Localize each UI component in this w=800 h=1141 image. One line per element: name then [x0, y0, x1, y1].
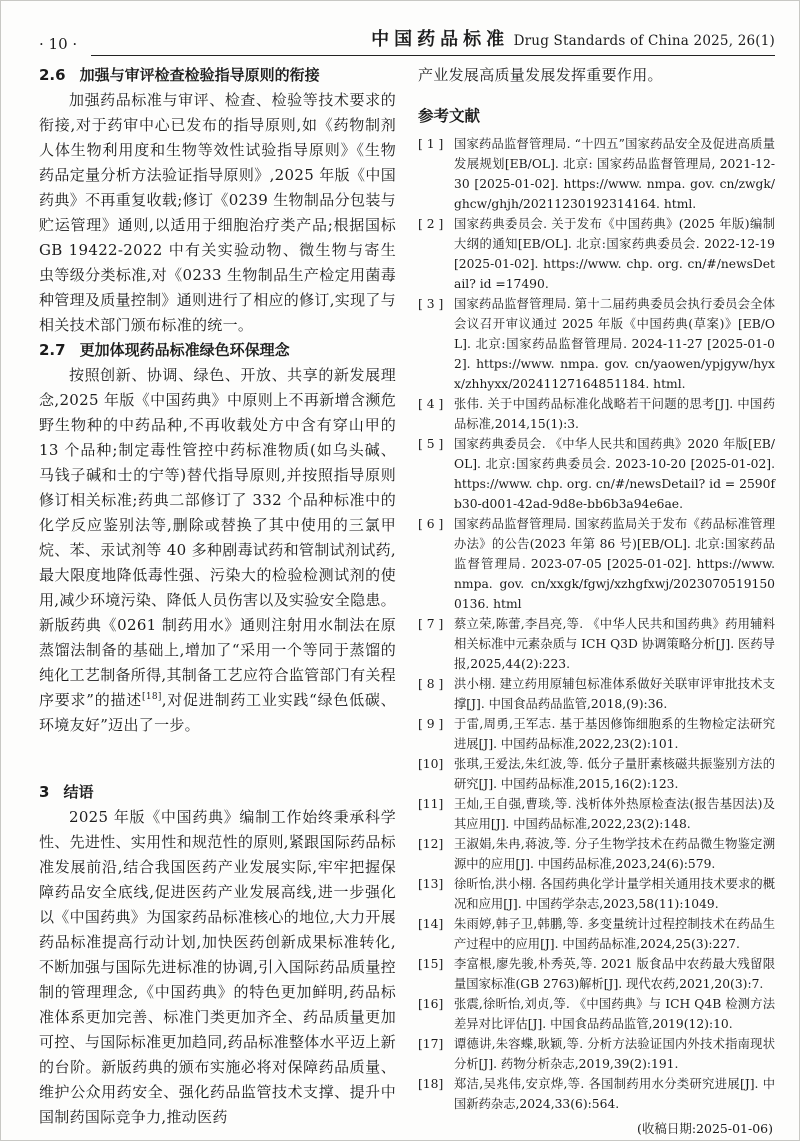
- reference-number: [ 7 ]: [418, 617, 444, 631]
- reference-text: 王灿,王自强,曹琰,等. 浅析体外热原检查法(报告基因法)及其应用[J]. 中国药品标准,2022,23(2):148.: [454, 797, 775, 831]
- section-title: 更加体现药品标准绿色环保理念: [79, 341, 290, 359]
- section-number: 2.7: [39, 341, 66, 359]
- section-title: 加强与审评检查检验指导原则的衔接: [79, 66, 320, 84]
- continuation-paragraph: 产业发展高质量发展发挥重要作用。: [418, 66, 663, 84]
- reference-item: [418, 434, 775, 514]
- reference-item: [418, 294, 775, 394]
- reference-number: [ 8 ]: [418, 677, 444, 691]
- reference-item: [418, 1074, 775, 1114]
- section-number: 2.6: [39, 66, 66, 84]
- reference-text: 蔡立荣,陈蕾,李昌亮,等. 《中华人民共和国药典》药用辅料相关标准中元素杂质与 ICH Q3D 协调策略分析[J]. 医药导报,2025,44(2):223.: [454, 617, 775, 671]
- reference-text: 国家药品监督管理局. 国家药监局关于发布《药品标准管理办法》的公告(2023 年第 86 号)[EB/OL]. 北京:国家药品监督管理局. 2023-07-05 [2025-01-02]. https://www. nmpa. gov. cn/xxgk/fgwj/xzhgfxwj/20230705191500136. html: [454, 517, 775, 611]
- reference-text: 国家药典委员会. 《中华人民共和国药典》2020 年版[EB/OL]. 北京:国家药典委员会. 2023-10-20 [2025-01-02]. https://www. chp. org. cn/#/newsDetail? id = 2590fb30-d001-42ad-9d8e-bb6b3a94e6ae.: [454, 437, 775, 511]
- page-header: [39, 25, 775, 56]
- journal-title-en: Drug Standards of China 2025, 26(1): [509, 33, 775, 49]
- section-heading-3: [39, 780, 396, 805]
- reference-text: 张琪,王爱法,朱红波,等. 低分子量肝素核磁共振鉴别方法的研究[J]. 中国药品标准,2015,16(2):123.: [454, 757, 775, 791]
- reference-number: [14]: [418, 917, 444, 931]
- reference-text: 张伟. 关于中国药品标准化战略若干问题的思考[J]. 中国药品标准,2014,15(1):3.: [454, 397, 775, 431]
- reference-number: [16]: [418, 997, 444, 1011]
- section-title: 结语: [63, 783, 94, 801]
- reference-number: [13]: [418, 877, 444, 891]
- reference-number: [ 1 ]: [418, 137, 444, 151]
- reference-text: 国家药品监督管理局. 第十二届药典委员会执行委员会全体会议召开审议通过 2025 年版《中国药典(草案)》[EB/OL]. 北京:国家药品监督管理局. 2024-11-27 [2025-01-02]. https://www. nmpa. gov. cn/yaowen/ypjgyw/hyxx/zhhyxx/20241127164851184. html.: [454, 297, 775, 391]
- reference-number: [ 4 ]: [418, 397, 444, 411]
- section-heading-2-6: [39, 63, 396, 88]
- reference-number: [18]: [418, 1077, 444, 1091]
- citation-superscript: [18]: [142, 692, 162, 702]
- reference-number: [11]: [418, 797, 444, 811]
- reference-text: 朱雨婷,韩子卫,韩鹏,等. 多变量统计过程控制技术在药品生产过程中的应用[J]. 中国药品标准,2024,25(3):227.: [454, 917, 775, 951]
- reference-item: [418, 614, 775, 674]
- reference-text: 李富根,廖先骏,朴秀英,等. 2021 版食品中农药最大残留限量国家标准(GB 2763)解析[J]. 现代农药,2021,20(3):7.: [454, 957, 775, 991]
- reference-text: 郑洁,吴兆伟,安京烨,等. 各国制药用水分类研究进展[J]. 中国新药杂志,2024,33(6):564.: [454, 1077, 775, 1111]
- reference-number: [10]: [418, 757, 444, 771]
- reference-number: [ 5 ]: [418, 437, 444, 451]
- section-number: 3: [39, 783, 50, 801]
- reference-item: [418, 1034, 775, 1074]
- reference-number: [ 2 ]: [418, 217, 444, 231]
- reference-text: 王淑娟,朱冉,蒋波,等. 分子生物学技术在药品微生物鉴定溯源中的应用[J]. 中国药品标准,2023,24(6):579.: [454, 837, 775, 871]
- received-date: (收稿日期:2025-01-06): [636, 1121, 773, 1136]
- right-column: [418, 63, 775, 1136]
- reference-item: [418, 954, 775, 994]
- conclusion-paragraph: 2025 年版《中国药典》编制工作始终秉承科学性、先进性、实用性和规范性的原则,紧跟国际药品标准发展前沿,结合我国医药产业发展实际,牢牢把握保障药品安全底线,促进医药产业发展高线,进一步强化以《中国药典》为国家药品标准核心的地位,大力开展药品标准提高行动计划,加快医药创新成果标准转化,不断加强与国际先进标准的协调,引入国际药品质量控制的管理理念,《中国药典》的特色更加鲜明,药品标准体系更加完善、标准门类更加齐全、药品质量更加可控、与国际标准更加趋同,药品标准整体水平迈上新的台阶。新版药典的颁布实施必将对保障药品质量、维护公众用药安全、强化药品监管技术支撑、提升中国制药国际竞争力,推动医药: [39, 808, 396, 1126]
- reference-item: [418, 794, 775, 834]
- reference-item: [418, 994, 775, 1034]
- reference-number: [ 6 ]: [418, 517, 444, 531]
- header-rule: [91, 25, 775, 56]
- reference-text: 国家药品监督管理局. “十四五”国家药品安全及促进高质量发展规划[EB/OL]. 北京: 国家药品监督管理局, 2021-12-30 [2025-01-02]. https://www. nmpa. gov. cn/zwgk/ghcw/ghjh/20211230192314164. html.: [454, 137, 775, 211]
- two-column-body: [39, 63, 775, 1136]
- reference-item: [418, 134, 775, 214]
- reference-text: 国家药典委员会. 关于发布《中国药典》(2025 年版)编制大纲的通知[EB/OL]. 北京:国家药典委员会. 2022-12-19[2025-01-02]. https://www. chp. org. cn/#/newsDetail? id =17490.: [454, 217, 775, 291]
- reference-text: 谭德讲,朱容蝶,耿颖,等. 分析方法验证国内外技术指南现状分析[J]. 药物分析杂志,2019,39(2):191.: [454, 1037, 775, 1071]
- left-column: [39, 63, 396, 1130]
- reference-number: [17]: [418, 1037, 444, 1051]
- reference-text: 洪小栩. 建立药用原辅包标准体系做好关联审评审批技术支撑[J]. 中国食品药品监管,2018,(9):36.: [454, 677, 775, 711]
- reference-item: [418, 754, 775, 794]
- paragraph-text: ,对促进制药工业实践“绿色低碳、环境友好”迈出了一步。: [39, 691, 396, 734]
- page-number: · 10 ·: [39, 35, 78, 53]
- section-2-7-paragraph: [39, 363, 396, 738]
- journal-title-cn: 中国药品标准: [371, 29, 510, 50]
- section-2-6-paragraph: 加强药品标准与审评、检查、检验等技术要求的衔接,对于药审中心已发布的指导原则,如《药物制剂人体生物利用度和生物等效性试验指导原则》《生物药品定量分析方法验证指导原则》,2025 年版《中国药典》不再重复收载;修订《0239 生物制品分包装与贮运管理》通则,以适用于细胞治疗类产品;根据国标 GB 19422-2022 中有关实验动物、微生物与寄生虫等级分类标准,对《0233 生物制品生产检定用菌毒种管理及质量控制》通则进行了相应的修订,实现了与相关技术部门颁布标准的统一。: [39, 91, 396, 334]
- paragraph-text: 按照创新、协调、绿色、开放、共享的新发展理念,2025 年版《中国药典》中原则上不再新增含濒危野生物种的中药品种,不再收载处方中含有穿山甲的 13 个品种;制定毒性管控中药标准物质(如乌头碱、马钱子碱和士的宁等)替代指导原则,并按照指导原则修订相关标准;药典二部修订了 332 个品种标准中的化学反应鉴别法等,删除或替换了其中使用的三氯甲烷、苯、汞试剂等 40 多种剧毒试药和管制试剂试药,最大限度地降低毒性强、污染大的检验检测试剂的使用,减少环境污染、降低人员伤害以及实验安全隐患。新版药典《0261 制药用水》通则注射用水制法在原蒸馏法制备的基础上,增加了“采用一个等同于蒸馏的纯化工艺制备所得,其制备工艺应符合监管部门有关程序要求”的描述: [39, 366, 396, 709]
- reference-item: [418, 514, 775, 614]
- reference-item: [418, 714, 775, 754]
- reference-number: [15]: [418, 957, 444, 971]
- references-heading: 参考文献: [418, 107, 481, 125]
- reference-item: [418, 914, 775, 954]
- section-heading-2-7: [39, 338, 396, 363]
- reference-item: [418, 394, 775, 434]
- reference-number: [ 9 ]: [418, 717, 444, 731]
- reference-item: [418, 674, 775, 714]
- reference-text: 张震,徐昕怡,刘贞,等. 《中国药典》与 ICH Q4B 检测方法差异对比评估[J]. 中国食品药品监管,2019(12):10.: [454, 997, 775, 1031]
- reference-number: [12]: [418, 837, 444, 851]
- reference-number: [ 3 ]: [418, 297, 444, 311]
- reference-text: 于雷,周勇,王军志. 基于基因修饰细胞系的生物检定法研究进展[J]. 中国药品标准,2022,23(2):101.: [454, 717, 775, 751]
- reference-text: 徐昕怡,洪小栩. 各国药典化学计量学相关通用技术要求的概况和应用[J]. 中国药学杂志,2023,58(11):1049.: [454, 877, 775, 911]
- reference-item: [418, 834, 775, 874]
- reference-item: [418, 874, 775, 914]
- reference-item: [418, 214, 775, 294]
